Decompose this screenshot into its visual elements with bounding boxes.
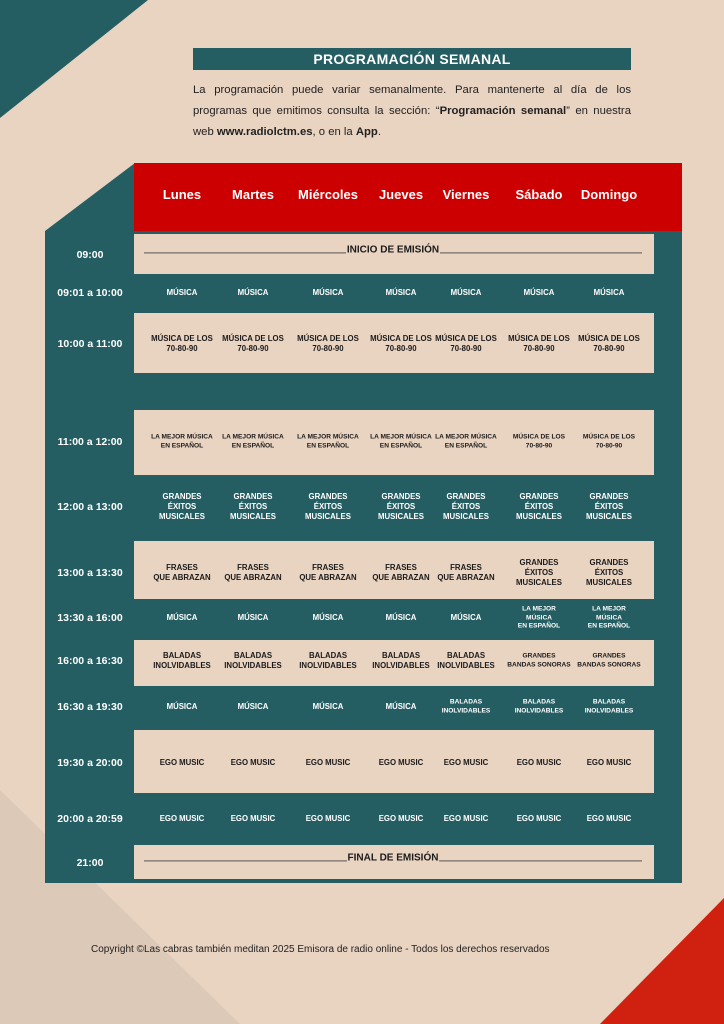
- program-cell: GRANDES ÉXITOS MUSICALES: [443, 492, 489, 521]
- copyright-text: Copyright ©Las cabras también meditan 2025 Emisora de radio online - Todos los derechos reservados: [91, 944, 550, 955]
- program-cell: EGO MUSIC: [378, 814, 424, 823]
- program-cell: EGO MUSIC: [230, 814, 276, 823]
- time-slot: 16:00 a 16:30: [57, 655, 123, 667]
- intro-text: ” en nuestra web: [193, 105, 631, 138]
- day-header-4: Viernes: [442, 187, 490, 202]
- program-cell: GRANDES ÉXITOS MUSICALES: [230, 492, 276, 521]
- intro-text: .: [377, 126, 381, 138]
- program-cell: EGO MUSIC: [516, 758, 562, 767]
- corner-decoration-top-left: [0, 0, 148, 118]
- program-cell: EGO MUSIC: [443, 814, 489, 823]
- time-slot: 16:30 a 19:30: [57, 701, 123, 713]
- program-cell: MÚSICA DE LOS 70-80-90: [508, 334, 570, 353]
- program-cell: MÚSICA: [237, 288, 269, 297]
- day-header-5: Sábado: [515, 187, 563, 202]
- banner-label: FINAL DE EMISIÓN: [347, 852, 439, 864]
- program-cell: EGO MUSIC: [159, 758, 205, 767]
- program-cell: LA MEJOR MÚSICA EN ESPAÑOL: [297, 433, 359, 449]
- intro-text: La programación puede variar semanalmente. Para mantenerte al día de los programas que emitimos consulta la sección: “: [193, 84, 631, 117]
- program-cell: FRASES QUE ABRAZAN: [299, 563, 357, 582]
- program-cell: EGO MUSIC: [586, 758, 632, 767]
- program-cell: GRANDES ÉXITOS MUSICALES: [516, 558, 562, 587]
- program-cell: EGO MUSIC: [378, 758, 424, 767]
- program-cell: MÚSICA: [166, 288, 198, 297]
- day-header-1: Martes: [232, 187, 274, 202]
- program-cell: BALADAS INOLVIDABLES: [441, 698, 491, 714]
- program-cell: MÚSICA: [593, 288, 625, 297]
- program-cell: FRASES QUE ABRAZAN: [437, 563, 495, 582]
- time-slot: 12:00 a 13:00: [57, 501, 123, 513]
- program-cell: EGO MUSIC: [305, 758, 351, 767]
- corner-decoration-bottom-right: [600, 898, 724, 1024]
- program-cell: MÚSICA: [450, 288, 482, 297]
- time-slot: 09:00: [76, 249, 104, 261]
- program-cell: BALADAS INOLVIDABLES: [584, 698, 634, 714]
- program-cell: LA MEJOR MÚSICA EN ESPAÑOL: [370, 433, 432, 449]
- time-slot: 13:00 a 13:30: [57, 567, 123, 579]
- program-cell: MÚSICA DE LOS 70-80-90: [578, 334, 640, 353]
- program-cell: MÚSICA DE LOS 70-80-90: [512, 433, 566, 449]
- program-cell: GRANDES ÉXITOS MUSICALES: [378, 492, 424, 521]
- program-cell: GRANDES ÉXITOS MUSICALES: [159, 492, 205, 521]
- program-cell: MÚSICA: [312, 613, 344, 622]
- program-cell: MÚSICA: [166, 702, 198, 711]
- broadcast-banner: [144, 852, 642, 863]
- intro-text: , o en la: [312, 126, 356, 138]
- program-cell: BALADAS INOLVIDABLES: [514, 698, 564, 714]
- program-cell: MÚSICA: [385, 613, 417, 622]
- program-cell: BALADAS INOLVIDABLES: [299, 651, 357, 670]
- broadcast-banner: [144, 244, 642, 255]
- intro-paragraph: [193, 80, 631, 143]
- program-cell: EGO MUSIC: [516, 814, 562, 823]
- program-cell: MÚSICA: [237, 702, 269, 711]
- program-cell: LA MEJOR MÚSICA EN ESPAÑOL: [587, 605, 631, 630]
- program-cell: MÚSICA DE LOS 70-80-90: [151, 334, 213, 353]
- schedule-panel-corner: [45, 163, 135, 231]
- program-cell: LA MEJOR MÚSICA EN ESPAÑOL: [151, 433, 213, 449]
- page-title: PROGRAMACIÓN SEMANAL: [193, 48, 631, 70]
- program-cell: EGO MUSIC: [159, 814, 205, 823]
- intro-section-name: Programación semanal: [439, 105, 567, 117]
- program-cell: BALADAS INOLVIDABLES: [153, 651, 211, 670]
- program-cell: BALADAS INOLVIDABLES: [437, 651, 495, 670]
- time-slot: 10:00 a 11:00: [57, 338, 123, 350]
- time-slot: 13:30 a 16:00: [57, 612, 123, 624]
- program-cell: LA MEJOR MÚSICA EN ESPAÑOL: [435, 433, 497, 449]
- program-cell: GRANDES BANDAS SONORAS: [507, 652, 571, 668]
- day-header-2: Miércoles: [298, 187, 358, 202]
- banner-label: INICIO DE EMISIÓN: [346, 244, 440, 256]
- program-cell: MÚSICA DE LOS 70-80-90: [297, 334, 359, 353]
- program-cell: FRASES QUE ABRAZAN: [224, 563, 282, 582]
- program-cell: MÚSICA: [312, 288, 344, 297]
- day-header-6: Domingo: [580, 187, 638, 202]
- program-cell: FRASES QUE ABRAZAN: [372, 563, 430, 582]
- program-cell: MÚSICA: [450, 613, 482, 622]
- time-slot: 19:30 a 20:00: [57, 757, 123, 769]
- program-cell: LA MEJOR MÚSICA EN ESPAÑOL: [222, 433, 284, 449]
- program-cell: EGO MUSIC: [586, 814, 632, 823]
- program-cell: MÚSICA: [312, 702, 344, 711]
- program-cell: MÚSICA DE LOS 70-80-90: [582, 433, 636, 449]
- time-slot: 11:00 a 12:00: [57, 436, 123, 448]
- program-cell: EGO MUSIC: [305, 814, 351, 823]
- program-cell: MÚSICA: [385, 702, 417, 711]
- time-slot: 21:00: [76, 857, 104, 869]
- program-cell: MÚSICA: [166, 613, 198, 622]
- program-cell: MÚSICA DE LOS 70-80-90: [222, 334, 284, 353]
- program-cell: MÚSICA: [237, 613, 269, 622]
- day-header-0: Lunes: [162, 187, 202, 202]
- website-link[interactable]: www.radiolctm.es: [216, 126, 313, 138]
- program-cell: MÚSICA DE LOS 70-80-90: [370, 334, 432, 353]
- time-slot: 09:01 a 10:00: [57, 287, 123, 299]
- program-cell: GRANDES ÉXITOS MUSICALES: [586, 492, 632, 521]
- program-cell: GRANDES ÉXITOS MUSICALES: [516, 492, 562, 521]
- program-cell: GRANDES ÉXITOS MUSICALES: [586, 558, 632, 587]
- program-cell: FRASES QUE ABRAZAN: [153, 563, 211, 582]
- time-slot: 20:00 a 20:59: [57, 813, 123, 825]
- app-name: App: [355, 126, 378, 138]
- day-header-3: Jueves: [378, 187, 424, 202]
- program-cell: MÚSICA: [385, 288, 417, 297]
- program-cell: EGO MUSIC: [443, 758, 489, 767]
- program-cell: LA MEJOR MÚSICA EN ESPAÑOL: [517, 605, 561, 630]
- program-cell: BALADAS INOLVIDABLES: [224, 651, 282, 670]
- program-cell: MÚSICA DE LOS 70-80-90: [435, 334, 497, 353]
- program-cell: GRANDES ÉXITOS MUSICALES: [305, 492, 351, 521]
- program-cell: GRANDES BANDAS SONORAS: [577, 652, 641, 668]
- program-cell: EGO MUSIC: [230, 758, 276, 767]
- program-cell: BALADAS INOLVIDABLES: [372, 651, 430, 670]
- program-cell: MÚSICA: [523, 288, 555, 297]
